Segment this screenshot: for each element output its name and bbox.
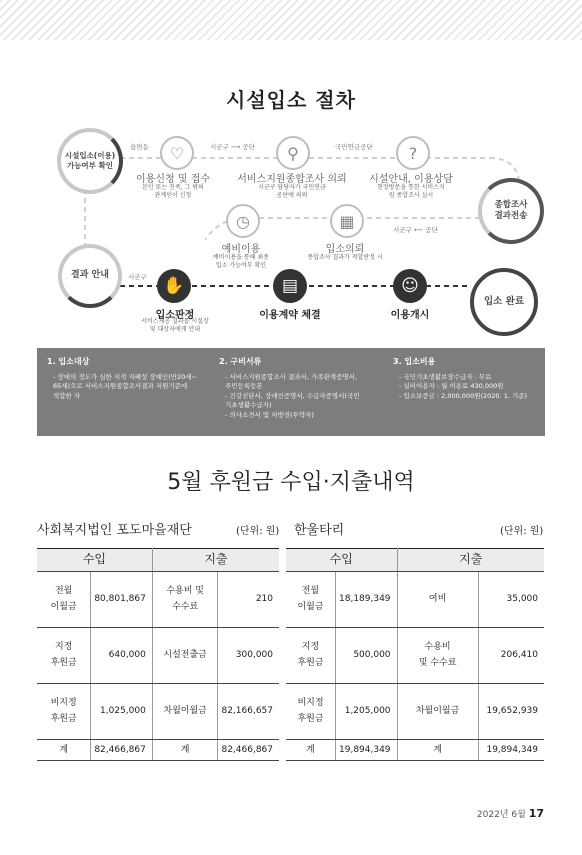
calendar-icon: ▦ (330, 204, 364, 238)
table-total-row: 계 82,466,867 계 82,466,867 (37, 739, 279, 760)
people-icon: ☺ (393, 269, 427, 303)
left-org-name: 사회복지법인 포도마을재단 (37, 523, 192, 538)
label-pension: 국민연금공단 (335, 143, 373, 151)
table-row: 지정 후원금 640,000 시설전출금 300,000 (37, 627, 279, 683)
table-row: 비지정 후원금 1,025,000 차월이월금 82,166,657 (37, 683, 279, 739)
label-sigungu-gongdan: 시군구 ⟶ 공단 (210, 143, 255, 151)
step-request-title: 입소의뢰 (325, 244, 365, 255)
info-target: 1. 입소대상 - 장애의 정도가 심한 지적 자폐성 장애인(만20세~ 65세)으로 서비스지원종합조사결과 지원기준에 적합한 자 (47, 357, 198, 400)
table-row: 비지정 후원금 1,205,000 차월이월금 19,652,939 (286, 683, 544, 739)
step-apply-desc: 본인 또는 친족, 그 밖의 관계인이 신청 (142, 184, 204, 200)
label-gongdan-sigungu: 시군구 ⟵ 공단 (393, 226, 438, 234)
search-icon: ⚲ (276, 136, 310, 170)
table-row: 전월 이월금 18,189,349 여비 35,000 (286, 571, 544, 627)
right-unit: (단위: 원) (500, 526, 544, 537)
step-survey-desc: 시군구 담당자가 국민연금 공단에 의뢰 (258, 184, 326, 200)
table-row: 지정 후원금 500,000 수용비 및 수수료 206,410 (286, 627, 544, 683)
step-startuse-title: 이용개시 (390, 310, 430, 321)
page-number: 17 (528, 807, 544, 820)
clock-icon: ◷ (226, 204, 260, 238)
process-title: 시설입소 절차 (226, 88, 356, 112)
right-org-name: 한울타리 (294, 523, 345, 538)
label-sigungu: 시군구 (128, 273, 147, 281)
info-cost: 3. 입소비용 - 국민기초생활보장수급자 : 무료 - 실비이용자 : 월 이용료 430,000원 - 입소보증금 : 2,000,000원(2020. 1. 기준) (393, 357, 528, 400)
step-preuse-desc: 예비이용을 통해 최종 입소 가능여부 확인 (213, 254, 269, 270)
handshake-icon: ♡ (160, 136, 194, 170)
step-guide-title: 시설안내, 이용상담 (369, 174, 453, 185)
step-preuse-title: 예비이용 (221, 244, 261, 255)
step-guide-desc: 현장방문을 통한 서비스지 원 종합조사 실시 (377, 184, 445, 200)
left-finance-table (37, 548, 279, 761)
step-request-desc: 종합조사 결과가 적합판정 시 (307, 254, 383, 261)
step-decision-desc: 서비스제공 결과를 시설장 및 대상자에게 안내 (141, 318, 209, 334)
table-row: 전월 이월금 80,801,867 수용비 및 수수료 210 (37, 571, 279, 627)
start-node: 시설입소(이용) 가능여부 확인 (57, 128, 123, 194)
table-header: 수입 지출 (37, 549, 279, 572)
table-header: 수입 지출 (286, 549, 544, 572)
complete-node: 입소 완료 (470, 268, 538, 336)
info-documents: 2. 구비서류 - 서비스지원종합조사 결과서, 가족관계증명서, 주민등록등본 - 건강진단서, 장애인증명서, 수급자증명서(국민 기초생활수급자) - 의사소견서 및 처방전(투약자) (219, 357, 360, 419)
admission-info-box (37, 348, 545, 436)
agreement-handshake-icon: ✋ (157, 269, 191, 303)
chat-bubble-icon: ? (396, 136, 430, 170)
step-contract-title: 이용계약 체결 (259, 310, 321, 321)
label-town: 읍면동 (130, 143, 149, 151)
result-send-node: 종합조사 결과전송 (478, 178, 544, 244)
page-footer: 2022년 6월 17 (476, 807, 544, 820)
finance-title: 5월 후원금 수입·지출내역 (167, 470, 415, 495)
contract-document-icon: ▤ (273, 269, 307, 303)
header-hatch (0, 0, 582, 40)
result-guide-node: 결과 안내 (58, 244, 122, 308)
right-finance-table (286, 548, 544, 761)
step-decision-title: 입소판정 (155, 310, 195, 321)
step-survey-title: 서비스지원종합조사 의뢰 (237, 174, 347, 185)
left-unit: (단위: 원) (236, 526, 280, 537)
step-apply-title: 이용신청 및 접수 (136, 174, 210, 185)
table-total-row: 계 19,894,349 계 19,894,349 (286, 739, 544, 760)
